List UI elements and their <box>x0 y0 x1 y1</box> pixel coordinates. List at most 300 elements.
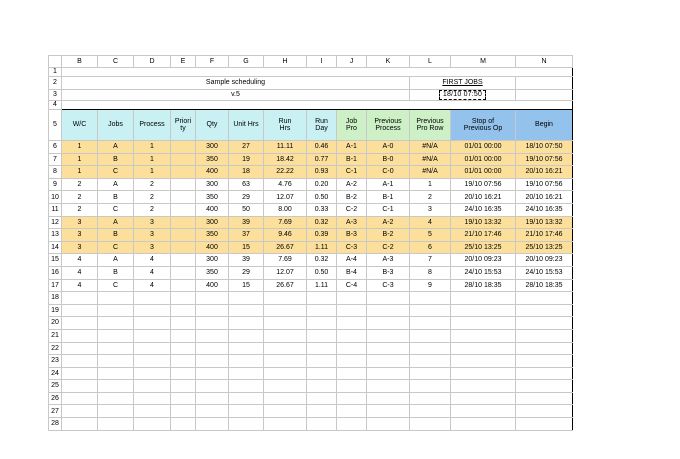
table-header-process[interactable] <box>134 110 171 141</box>
row-number-7[interactable]: 7 <box>49 153 62 166</box>
cell-24-B[interactable] <box>62 367 98 380</box>
cell-11-G[interactable]: 50 <box>229 203 264 216</box>
cell-24-H[interactable] <box>264 367 307 380</box>
cell-25-E[interactable] <box>171 380 196 393</box>
cell-17-F[interactable]: 400 <box>196 279 229 292</box>
cell-14-C[interactable]: C <box>98 241 134 254</box>
column-header-h[interactable]: H <box>264 56 307 68</box>
cell-8-M[interactable]: 01/01 00:00 <box>451 166 516 179</box>
cell-23-I[interactable] <box>307 355 337 368</box>
cell-27-H[interactable] <box>264 405 307 418</box>
cell-22-C[interactable] <box>98 342 134 355</box>
cell-6-C[interactable]: A <box>98 141 134 154</box>
empty-row[interactable] <box>49 405 573 418</box>
cell-21-C[interactable] <box>98 329 134 342</box>
row-number-15[interactable]: 15 <box>49 254 62 267</box>
cell-26-C[interactable] <box>98 392 134 405</box>
cell-7-F[interactable]: 350 <box>196 153 229 166</box>
cell-12-F[interactable]: 300 <box>196 216 229 229</box>
cell-26-H[interactable] <box>264 392 307 405</box>
cell-9-L[interactable]: 1 <box>410 178 451 191</box>
cell-12-C[interactable]: A <box>98 216 134 229</box>
table-header-previous-pro-row[interactable] <box>410 110 451 141</box>
cell-11-D[interactable]: 2 <box>134 203 171 216</box>
table-row[interactable] <box>49 229 573 242</box>
cell-8-N[interactable]: 20/10 16:21 <box>516 166 573 179</box>
cell-21-K[interactable] <box>367 329 410 342</box>
cell-13-M[interactable]: 21/10 17:46 <box>451 229 516 242</box>
cell-25-B[interactable] <box>62 380 98 393</box>
cell-6-E[interactable] <box>171 141 196 154</box>
cell-19-H[interactable] <box>264 304 307 317</box>
cell-23-K[interactable] <box>367 355 410 368</box>
cell-22-I[interactable] <box>307 342 337 355</box>
cell-27-F[interactable] <box>196 405 229 418</box>
table-row[interactable] <box>49 216 573 229</box>
row-number-3[interactable]: 3 <box>49 90 62 101</box>
cell-13-K[interactable]: B-2 <box>367 229 410 242</box>
cell-19-L[interactable] <box>410 304 451 317</box>
table-header-unit-hrs[interactable] <box>229 110 264 141</box>
cell-24-J[interactable] <box>337 367 367 380</box>
cell-21-H[interactable] <box>264 329 307 342</box>
cell-15-G[interactable]: 39 <box>229 254 264 267</box>
first-jobs-timestamp-cell[interactable] <box>410 90 516 101</box>
cell-14-K[interactable]: C-2 <box>367 241 410 254</box>
row-number-22[interactable]: 22 <box>49 342 62 355</box>
cell-20-F[interactable] <box>196 317 229 330</box>
cell-19-M[interactable] <box>451 304 516 317</box>
cell-13-C[interactable]: B <box>98 229 134 242</box>
column-header-d[interactable]: D <box>134 56 171 68</box>
empty-row[interactable] <box>49 329 573 342</box>
cell-20-I[interactable] <box>307 317 337 330</box>
row-number-8[interactable]: 8 <box>49 166 62 179</box>
cell-17-H[interactable]: 26.67 <box>264 279 307 292</box>
cell-26-K[interactable] <box>367 392 410 405</box>
column-header-g[interactable]: G <box>229 56 264 68</box>
cell-6-B[interactable]: 1 <box>62 141 98 154</box>
cell-24-D[interactable] <box>134 367 171 380</box>
cell-20-M[interactable] <box>451 317 516 330</box>
cell-12-J[interactable]: A-3 <box>337 216 367 229</box>
cell-10-B[interactable]: 2 <box>62 191 98 204</box>
cell-11-K[interactable]: C-1 <box>367 203 410 216</box>
cell-23-J[interactable] <box>337 355 367 368</box>
cell-12-H[interactable]: 7.69 <box>264 216 307 229</box>
cell-24-N[interactable] <box>516 367 573 380</box>
cell-20-C[interactable] <box>98 317 134 330</box>
cell-26-G[interactable] <box>229 392 264 405</box>
cell-11-I[interactable]: 0.33 <box>307 203 337 216</box>
table-header-jobs[interactable] <box>98 110 134 141</box>
cell-27-B[interactable] <box>62 405 98 418</box>
row-number-21[interactable]: 21 <box>49 329 62 342</box>
cell-26-B[interactable] <box>62 392 98 405</box>
row-number-18[interactable]: 18 <box>49 292 62 305</box>
cell-6-F[interactable]: 300 <box>196 141 229 154</box>
row-number-28[interactable]: 28 <box>49 418 62 431</box>
cell-15-H[interactable]: 7.69 <box>264 254 307 267</box>
cell-27-K[interactable] <box>367 405 410 418</box>
cell-7-J[interactable]: B-1 <box>337 153 367 166</box>
cell-12-B[interactable]: 3 <box>62 216 98 229</box>
cell-24-E[interactable] <box>171 367 196 380</box>
cell-12-D[interactable]: 3 <box>134 216 171 229</box>
cell-21-G[interactable] <box>229 329 264 342</box>
cell-24-L[interactable] <box>410 367 451 380</box>
cell-19-J[interactable] <box>337 304 367 317</box>
cell-12-K[interactable]: A-2 <box>367 216 410 229</box>
column-header-e[interactable]: E <box>171 56 196 68</box>
cell-28-E[interactable] <box>171 418 196 431</box>
cell-16-M[interactable]: 24/10 15:53 <box>451 266 516 279</box>
cell-28-J[interactable] <box>337 418 367 431</box>
cell-24-F[interactable] <box>196 367 229 380</box>
cell-9-N[interactable]: 19/10 07:56 <box>516 178 573 191</box>
cell-14-N[interactable]: 25/10 13:25 <box>516 241 573 254</box>
column-header-f[interactable]: F <box>196 56 229 68</box>
cell-28-D[interactable] <box>134 418 171 431</box>
cell-14-L[interactable]: 6 <box>410 241 451 254</box>
cell-9-M[interactable]: 19/10 07:56 <box>451 178 516 191</box>
cell-13-F[interactable]: 350 <box>196 229 229 242</box>
cell-21-I[interactable] <box>307 329 337 342</box>
cell-21-L[interactable] <box>410 329 451 342</box>
cell-17-I[interactable]: 1.11 <box>307 279 337 292</box>
sheet-version[interactable]: v.5 <box>62 90 410 101</box>
cell-20-D[interactable] <box>134 317 171 330</box>
cell-22-D[interactable] <box>134 342 171 355</box>
cell-20-G[interactable] <box>229 317 264 330</box>
cell-20-K[interactable] <box>367 317 410 330</box>
cell-14-M[interactable]: 25/10 13:25 <box>451 241 516 254</box>
cell-26-M[interactable] <box>451 392 516 405</box>
cell-26-E[interactable] <box>171 392 196 405</box>
row-number-26[interactable]: 26 <box>49 392 62 405</box>
cell-19-E[interactable] <box>171 304 196 317</box>
cell-18-L[interactable] <box>410 292 451 305</box>
cell-15-N[interactable]: 20/10 09:23 <box>516 254 573 267</box>
cell-27-L[interactable] <box>410 405 451 418</box>
cell-12-I[interactable]: 0.32 <box>307 216 337 229</box>
cell-22-H[interactable] <box>264 342 307 355</box>
cell-15-C[interactable]: A <box>98 254 134 267</box>
table-row[interactable] <box>49 241 573 254</box>
cell-15-M[interactable]: 20/10 09:23 <box>451 254 516 267</box>
cell-19-F[interactable] <box>196 304 229 317</box>
cell-9-F[interactable]: 300 <box>196 178 229 191</box>
cell-27-E[interactable] <box>171 405 196 418</box>
row-number-5[interactable]: 5 <box>49 110 62 141</box>
cell-28-M[interactable] <box>451 418 516 431</box>
select-all-corner[interactable] <box>49 56 62 68</box>
cell-17-M[interactable]: 28/10 18:35 <box>451 279 516 292</box>
cell-16-C[interactable]: B <box>98 266 134 279</box>
cell-21-B[interactable] <box>62 329 98 342</box>
cell-16-E[interactable] <box>171 266 196 279</box>
cell-17-E[interactable] <box>171 279 196 292</box>
cell-8-H[interactable]: 22.22 <box>264 166 307 179</box>
cell-26-N[interactable] <box>516 392 573 405</box>
cell-15-I[interactable]: 0.32 <box>307 254 337 267</box>
cell-20-B[interactable] <box>62 317 98 330</box>
row-number-10[interactable]: 10 <box>49 191 62 204</box>
cell-7-B[interactable]: 1 <box>62 153 98 166</box>
cell-8-E[interactable] <box>171 166 196 179</box>
table-header-run-hrs[interactable] <box>264 110 307 141</box>
first-jobs-timestamp-input[interactable]: 18/10 07:50 <box>439 90 486 99</box>
cell-14-J[interactable]: C-3 <box>337 241 367 254</box>
row-number-11[interactable]: 11 <box>49 203 62 216</box>
cell-8-I[interactable]: 0.93 <box>307 166 337 179</box>
cell-25-K[interactable] <box>367 380 410 393</box>
cell-14-D[interactable]: 3 <box>134 241 171 254</box>
empty-row[interactable] <box>49 418 573 431</box>
column-header-n[interactable]: N <box>516 56 573 68</box>
cell-11-E[interactable] <box>171 203 196 216</box>
table-row[interactable] <box>49 153 573 166</box>
cell-28-L[interactable] <box>410 418 451 431</box>
cell-14-B[interactable]: 3 <box>62 241 98 254</box>
cell-13-J[interactable]: B-3 <box>337 229 367 242</box>
table-header-job-pro[interactable] <box>337 110 367 141</box>
cell-20-L[interactable] <box>410 317 451 330</box>
row-number-23[interactable]: 23 <box>49 355 62 368</box>
cell-28-K[interactable] <box>367 418 410 431</box>
cell-28-H[interactable] <box>264 418 307 431</box>
cell-22-K[interactable] <box>367 342 410 355</box>
cell-22-F[interactable] <box>196 342 229 355</box>
cell-7-N[interactable]: 19/10 07:56 <box>516 153 573 166</box>
first-jobs-label[interactable]: FIRST JOBS <box>410 77 516 90</box>
cell-25-F[interactable] <box>196 380 229 393</box>
empty-row[interactable] <box>49 292 573 305</box>
cell-12-G[interactable]: 39 <box>229 216 264 229</box>
cell-6-M[interactable]: 01/01 00:00 <box>451 141 516 154</box>
cell-27-N[interactable] <box>516 405 573 418</box>
cell-19-N[interactable] <box>516 304 573 317</box>
cell-13-I[interactable]: 0.39 <box>307 229 337 242</box>
cell-23-N[interactable] <box>516 355 573 368</box>
empty-row[interactable] <box>49 304 573 317</box>
cell-18-E[interactable] <box>171 292 196 305</box>
cell-20-J[interactable] <box>337 317 367 330</box>
row-number-25[interactable]: 25 <box>49 380 62 393</box>
cell-9-D[interactable]: 2 <box>134 178 171 191</box>
cell-26-D[interactable] <box>134 392 171 405</box>
table-row[interactable] <box>49 166 573 179</box>
cell-15-B[interactable]: 4 <box>62 254 98 267</box>
cell-15-K[interactable]: A-3 <box>367 254 410 267</box>
row-1-cells[interactable] <box>62 68 573 77</box>
cell-19-K[interactable] <box>367 304 410 317</box>
cell-18-C[interactable] <box>98 292 134 305</box>
empty-row[interactable] <box>49 367 573 380</box>
cell-10-L[interactable]: 2 <box>410 191 451 204</box>
cell-27-G[interactable] <box>229 405 264 418</box>
cell-7-I[interactable]: 0.77 <box>307 153 337 166</box>
cell-23-G[interactable] <box>229 355 264 368</box>
cell-22-L[interactable] <box>410 342 451 355</box>
table-row[interactable] <box>49 178 573 191</box>
cell-28-N[interactable] <box>516 418 573 431</box>
cell-15-D[interactable]: 4 <box>134 254 171 267</box>
cell-15-E[interactable] <box>171 254 196 267</box>
cell-7-M[interactable]: 01/01 00:00 <box>451 153 516 166</box>
cell-6-N[interactable]: 18/10 07:50 <box>516 141 573 154</box>
cell-10-D[interactable]: 2 <box>134 191 171 204</box>
cell-25-G[interactable] <box>229 380 264 393</box>
table-header-begin[interactable] <box>516 110 573 141</box>
cell-11-N[interactable]: 24/10 16:35 <box>516 203 573 216</box>
cell-18-J[interactable] <box>337 292 367 305</box>
empty-row[interactable] <box>49 392 573 405</box>
cell-24-M[interactable] <box>451 367 516 380</box>
cell-9-B[interactable]: 2 <box>62 178 98 191</box>
cell-13-G[interactable]: 37 <box>229 229 264 242</box>
cell-16-I[interactable]: 0.50 <box>307 266 337 279</box>
cell-7-D[interactable]: 1 <box>134 153 171 166</box>
column-header-i[interactable]: I <box>307 56 337 68</box>
cell-6-J[interactable]: A-1 <box>337 141 367 154</box>
cell-6-H[interactable]: 11.11 <box>264 141 307 154</box>
cell-19-D[interactable] <box>134 304 171 317</box>
row-number-4[interactable]: 4 <box>49 101 62 110</box>
cell-9-C[interactable]: A <box>98 178 134 191</box>
cell-28-F[interactable] <box>196 418 229 431</box>
cell-14-E[interactable] <box>171 241 196 254</box>
cell-21-J[interactable] <box>337 329 367 342</box>
cell-7-E[interactable] <box>171 153 196 166</box>
cell-8-F[interactable]: 400 <box>196 166 229 179</box>
cell-19-G[interactable] <box>229 304 264 317</box>
cell-26-J[interactable] <box>337 392 367 405</box>
cell-8-L[interactable]: #N/A <box>410 166 451 179</box>
cell-9-E[interactable] <box>171 178 196 191</box>
cell-24-I[interactable] <box>307 367 337 380</box>
cell-10-G[interactable]: 29 <box>229 191 264 204</box>
cell-11-L[interactable]: 3 <box>410 203 451 216</box>
cell-22-G[interactable] <box>229 342 264 355</box>
cell-18-K[interactable] <box>367 292 410 305</box>
cell-17-G[interactable]: 15 <box>229 279 264 292</box>
cell-8-D[interactable]: 1 <box>134 166 171 179</box>
cell-25-M[interactable] <box>451 380 516 393</box>
table-row[interactable] <box>49 141 573 154</box>
cell-23-H[interactable] <box>264 355 307 368</box>
cell-15-J[interactable]: A-4 <box>337 254 367 267</box>
cell-13-N[interactable]: 21/10 17:46 <box>516 229 573 242</box>
cell-27-I[interactable] <box>307 405 337 418</box>
cell-19-B[interactable] <box>62 304 98 317</box>
cell-16-J[interactable]: B-4 <box>337 266 367 279</box>
cell-10-K[interactable]: B-1 <box>367 191 410 204</box>
cell-6-K[interactable]: A-0 <box>367 141 410 154</box>
cell-6-D[interactable]: 1 <box>134 141 171 154</box>
cell-21-E[interactable] <box>171 329 196 342</box>
cell-21-D[interactable] <box>134 329 171 342</box>
cell-21-N[interactable] <box>516 329 573 342</box>
row-number-16[interactable]: 16 <box>49 266 62 279</box>
cell-27-C[interactable] <box>98 405 134 418</box>
cell-22-M[interactable] <box>451 342 516 355</box>
cell-10-C[interactable]: B <box>98 191 134 204</box>
cell-25-H[interactable] <box>264 380 307 393</box>
cell-13-D[interactable]: 3 <box>134 229 171 242</box>
table-header-stop-of-previous-op[interactable] <box>451 110 516 141</box>
empty-row[interactable] <box>49 342 573 355</box>
table-header-w-c[interactable] <box>62 110 98 141</box>
table-row[interactable] <box>49 279 573 292</box>
cell-16-H[interactable]: 12.07 <box>264 266 307 279</box>
row-number-2[interactable]: 2 <box>49 77 62 90</box>
cell-6-I[interactable]: 0.46 <box>307 141 337 154</box>
column-header-l[interactable]: L <box>410 56 451 68</box>
cell-14-H[interactable]: 26.67 <box>264 241 307 254</box>
cell-9-I[interactable]: 0.20 <box>307 178 337 191</box>
cell-18-M[interactable] <box>451 292 516 305</box>
cell-11-M[interactable]: 24/10 16:35 <box>451 203 516 216</box>
cell-7-L[interactable]: #N/A <box>410 153 451 166</box>
spreadsheet-grid[interactable] <box>48 55 573 431</box>
cell-18-B[interactable] <box>62 292 98 305</box>
cell-28-G[interactable] <box>229 418 264 431</box>
table-row[interactable] <box>49 266 573 279</box>
cell-17-C[interactable]: C <box>98 279 134 292</box>
cell-16-B[interactable]: 4 <box>62 266 98 279</box>
cell-17-D[interactable]: 4 <box>134 279 171 292</box>
cell-21-M[interactable] <box>451 329 516 342</box>
cell-16-F[interactable]: 350 <box>196 266 229 279</box>
cell-11-C[interactable]: C <box>98 203 134 216</box>
cell-20-H[interactable] <box>264 317 307 330</box>
cell-23-E[interactable] <box>171 355 196 368</box>
cell-22-J[interactable] <box>337 342 367 355</box>
row-number-24[interactable]: 24 <box>49 367 62 380</box>
cell-17-N[interactable]: 28/10 18:35 <box>516 279 573 292</box>
table-row[interactable] <box>49 254 573 267</box>
cell-23-M[interactable] <box>451 355 516 368</box>
cell-7-K[interactable]: B-0 <box>367 153 410 166</box>
cell-26-F[interactable] <box>196 392 229 405</box>
cell-13-E[interactable] <box>171 229 196 242</box>
cell-21-F[interactable] <box>196 329 229 342</box>
cell-28-I[interactable] <box>307 418 337 431</box>
cell-12-E[interactable] <box>171 216 196 229</box>
cell-24-K[interactable] <box>367 367 410 380</box>
row-number-27[interactable]: 27 <box>49 405 62 418</box>
cell-25-J[interactable] <box>337 380 367 393</box>
cell-9-G[interactable]: 63 <box>229 178 264 191</box>
cell-23-L[interactable] <box>410 355 451 368</box>
cell-9-K[interactable]: A-1 <box>367 178 410 191</box>
cell-16-K[interactable]: B-3 <box>367 266 410 279</box>
cell-26-I[interactable] <box>307 392 337 405</box>
cell-24-C[interactable] <box>98 367 134 380</box>
table-header-run-day[interactable] <box>307 110 337 141</box>
cell-13-B[interactable]: 3 <box>62 229 98 242</box>
table-header-priority[interactable] <box>171 110 196 141</box>
cell-25-C[interactable] <box>98 380 134 393</box>
empty-row[interactable] <box>49 317 573 330</box>
row-number-20[interactable]: 20 <box>49 317 62 330</box>
table-header-qty[interactable] <box>196 110 229 141</box>
cell-20-E[interactable] <box>171 317 196 330</box>
cell-11-F[interactable]: 400 <box>196 203 229 216</box>
cell-20-N[interactable] <box>516 317 573 330</box>
table-header-previous-process[interactable] <box>367 110 410 141</box>
